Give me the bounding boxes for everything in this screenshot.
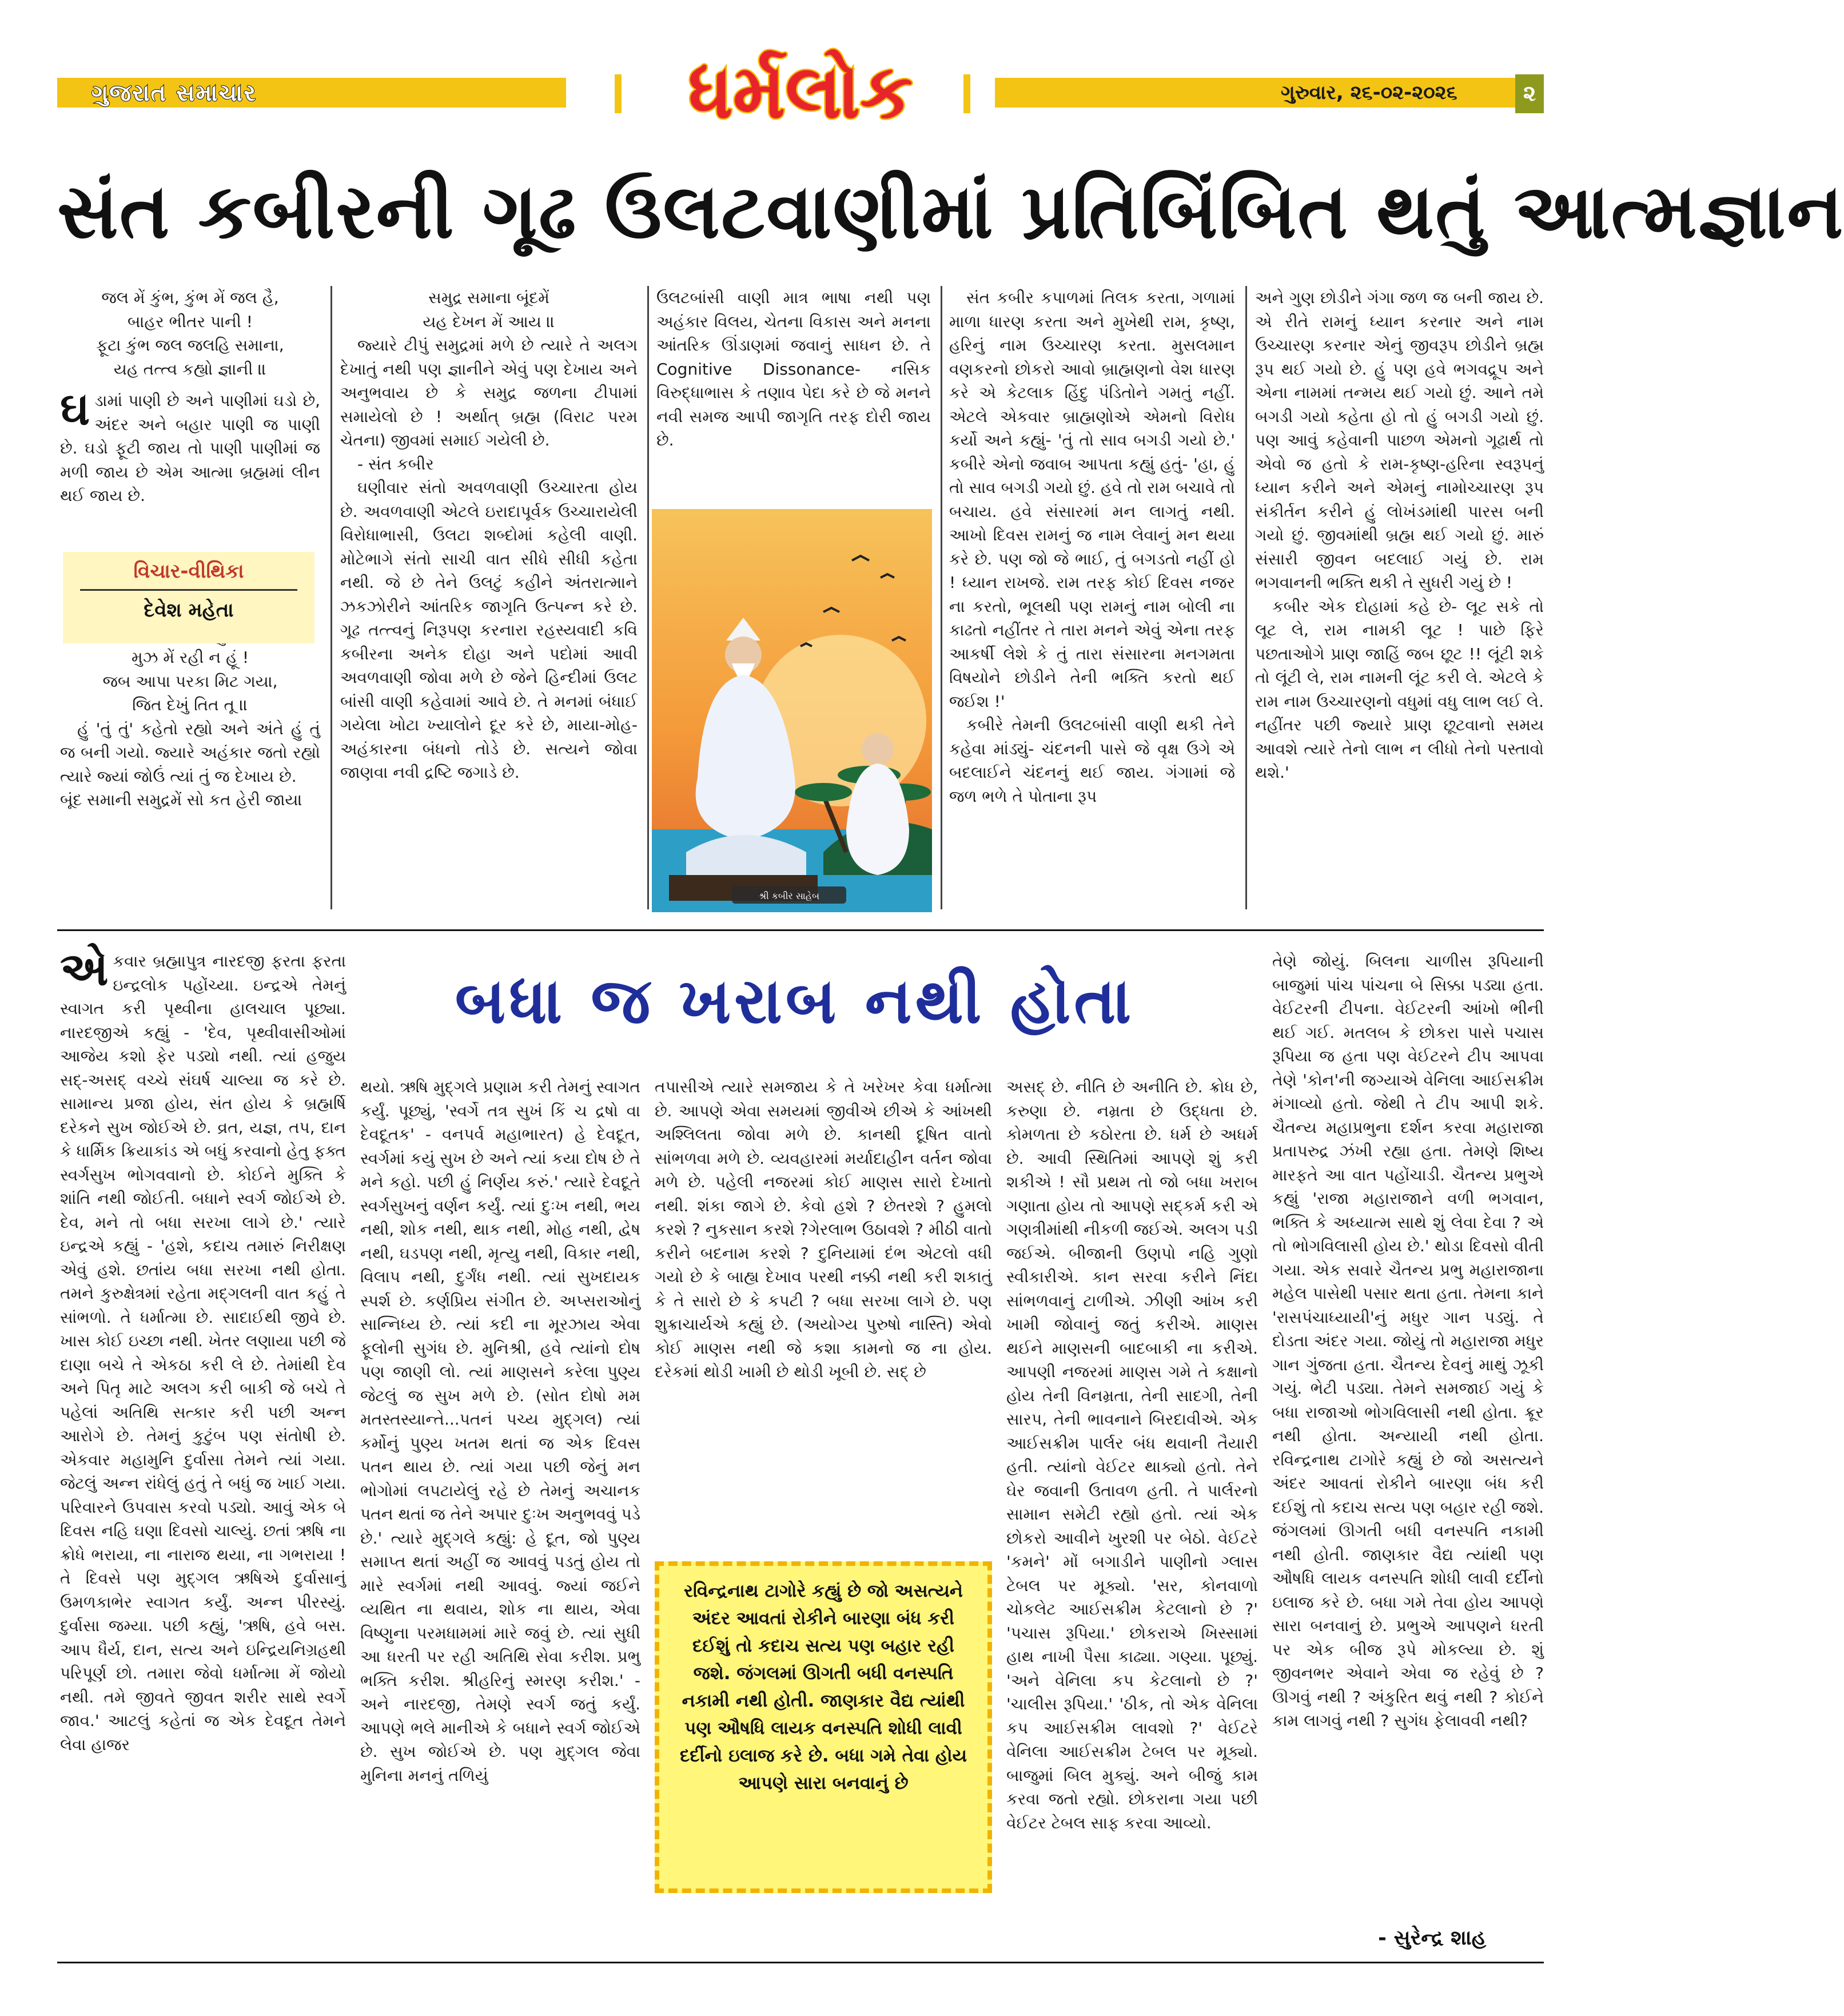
paragraph: તપાસીએ ત્યારે સમજાય કે તે ખરેખર કેવા ધર્માત્મા છે. આપણે એવા સમયમાં જીવીએ છીએ કે આંખથી અશ્લિલતા જોવા મળે છે. કાનથી દૂષિત વાતો સાંભળવા મળે છે. વ્યવહારમાં મર્યાદાહીન વર્તન જોવા મળે છે. પહેલી નજરમાં કોઈ માણસ સારો દેખાતો નથી. શંકા જાગે છે. કેવો હશે ? છેતરશે ? હુમલો કરશે ? નુકસાન કરશે ?ગેરલાભ ઉઠાવશે ? મીઠી વાતો કરીને બદનામ કરશે ? દુનિયામાં દંભ એટલો વધી ગયો છે કે બાહ્ય દેખાવ પરથી નક્કી નથી કરી શકાતું કે તે સારો છે કે કપટી ? બધા સરખા લાગે છે. પણ શુક્રાચાર્યએ કહ્યું છે. (અયોગ્ય પુરુષો નાસ્તિ) એવો કોઈ માણસ નથી જે કશા કામનો જ ના હોય. દરેકમાં થોડી ખામી છે થોડી ખૂબી છે. સદ્ છે: [655, 1077, 992, 1381]
column-rule: [941, 286, 942, 909]
verse-line: ફૂટા કુંભ જલ જલહિ સમાના,: [96, 336, 284, 355]
page-number: ૨: [1515, 74, 1544, 113]
column-rule: [1245, 286, 1247, 909]
issue-date: ગુરુવાર, ૨૬-૦૨-૨૦૨૬: [1281, 81, 1457, 104]
pull-quote-box: રવિન્દ્રનાથ ટાગોરે કહ્યું છે જો અસત્યને અંદર આવતાં રોકીને બારણા બંધ કરી દઈશું તો કદાચ સત્ય પણ બહાર રહી જશે. જંગલમાં ઊગતી બધી વનસ્પતિ નકામી નથી હોતી. જાણકાર વૈદ્ય ત્યાંથી પણ ઔષધિ લાયક વનસ્પતિ શોધી લાવી દર્દીનો ઇલાજ કરે છે. બધા ગમે તેવા હોય આપણે સારા બનવાનું છે: [655, 1561, 992, 1893]
kabir-illustration: [652, 509, 932, 912]
article1-column-5: [1255, 286, 1544, 915]
article1-column-3: [656, 286, 931, 498]
disciple-face: [862, 733, 894, 765]
verse-line: મુઝ મેં રહી ન હૂં !: [131, 648, 249, 667]
article1-column-2: [340, 286, 638, 915]
article2-byline: - સુરેન્દ્ર શાહ: [1378, 1926, 1487, 1950]
section-logo-text: ધર્મલોક: [688, 47, 913, 135]
paragraph: અને ગુણ છોડીને ગંગા જળ જ બની જાય છે. એ રીતે રામનું ધ્યાન કરનાર અને નામ ઉચ્ચારણ કરનાર એનું જીવરૂપ છોડીને બ્રહ્મ રૂપ થઈ ગયો છે. હું પણ હવે ભગવદ્રૂપ અને એના નામમાં તન્મય થઈ ગયો છું. આને તમે બગડી ગયો કહેતા હો તો હું બગડી ગયો છું. પણ આવું કહેવાની પાછળ એમનો ગૂઢાર્થ તો એવો જ હતો કે રામ-કૃષ્ણ-હરિના સ્વરૂપનું ધ્યાન કરીને અને એમનું નામોચ્ચારણ રૂપ સંકીર્તન કરીને હું લોખંડમાંથી પારસ બની ગયો છું. જીવમાંથી બ્રહ્મ થઈ ગયો છું. મારું સંસારી જીવન બદલાઈ ગયું છે. રામ ભગવાનની ભક્તિ થકી તે સુધરી ગયું છે !: [1255, 288, 1544, 592]
masthead-divider-left: [615, 74, 622, 113]
verse-line: જબ આપા પરકા મિટ ગયા,: [102, 671, 278, 691]
verse-line: યહ તત્ત્વ કહ્યો જ્ઞાની ॥: [113, 359, 267, 379]
article2-column-3: [655, 1075, 992, 1550]
paragraph: અસદ્ છે. નીતિ છે અનીતિ છે. ક્રોધ છે, કરુણા છે. નમ્રતા છે ઉદ્ધતા છે. કોમળતા છે કઠોરતા છે. ધર્મ છે અધર્મ છે. આવી સ્થિતિમાં આપણે શું કરી શકીએ ! સૌ પ્રથમ તો જો બધા ખરાબ ગણાતા હોય તો આપણે સદ્કર્મ કરી એ ગણત્રીમાંથી નીકળી જઈએ. અલગ પડી જઈએ. બીજાની ઉણપો નહિ ગુણો સ્વીકારીએ. કાન સરવા કરીને નિંદા સાંભળવાનું ટાળીએ. ઝીણી આંખ કરી ખામી જોવાનું જતું કરીએ. માણસ થઈને માણસની બાદબાકી ના કરીએ. આપણી નજરમાં માણસ ગમે તે કક્ષાનો હોય તેની વિનમ્રતા, તેની સાદગી, તેની સારપ, તેની ભાવનાને બિરદાવીએ. એક આઈસક્રીમ પાર્લર બંધ થવાની તૈયારી હતી. ત્યાંનો વેઈટર થાક્યો હતો. તેને ઘેર જવાની ઉતાવળ હતી. તે પાર્લરનો સામાન સમેટી રહ્યો હતો. ત્યાં એક છોકરો આવીને ખુરશી પર બેઠો. વેઈટરે 'કમને' મોં બગાડીને પાણીનો ગ્લાસ ટેબલ પર મૂક્યો. 'સર, કોનવાળો ચોકલેટ આઈસક્રીમ કેટલાનો છે ?' 'પચાસ રૂપિયા.' છોકરાએ ખિસ્સામાં હાથ નાખી પૈસા કાઢ્યા. ગણ્યા. પૂછ્યું. 'અને વેનિલા કપ કેટલાનો છે ?' 'ચાલીસ રૂપિયા.' 'ઠીક, તો એક વેનિલા કપ આઈસક્રીમ લાવશો ?' વેઈટરે વેનિલા આઈસક્રીમ ટેબલ પર મૂક્યો. બાજુમાં બિલ મુક્યું. અને બીજું કામ કરવા જતો રહ્યો. છોકરાના ગયા પછી વેઈટર ટેબલ સાફ કરવા આવ્યો.: [1006, 1077, 1258, 1832]
author-name: દેવેશ મહેતા: [144, 599, 234, 622]
paragraph: હું 'તું તું' કહેતો રહ્યો અને અંતે હું તું જ બની ગયો. જ્યારે અહંકાર જતો રહ્યો ત્યારે જ્યાં જોઉં ત્યાં તું જ દેખાય છે.: [60, 719, 320, 786]
paragraph: તેણે જોયું. બિલના ચાળીસ રૂપિયાની બાજુમાં પાંચ પાંચના બે સિક્કા પડ્યા હતા. વેઈટરની ટીપના. વેઈટરની આંખો ભીની થઈ ગઈ. મતલબ કે છોકરા પાસે પચાસ રૂપિયા જ હતા પણ વેઈટરને ટીપ આપવા તેણે 'કોન'ની જગ્યાએ વેનિલા આઈસક્રીમ મંગાવ્યો હતો. જેથી તે ટીપ આપી શકે. ચૈતન્ય મહાપ્રભુના દર્શન કરવા મહારાજા પ્રતાપરુદ્ર ઝંખી રહ્યા હતા. તેમણે શિષ્ય મારફતે આ વાત પહોંચાડી. ચૈતન્ય પ્રભુએ કહ્યું 'રાજા મહારાજાને વળી ભગવાન, ભક્તિ કે અધ્યાત્મ સાથે શું લેવા દેવા ? એ તો ભોગવિલાસી હોય છે.' થોડા દિવસો વીતી ગયા. એક સવારે ચૈતન્ય પ્રભુ મહારાજાના મહેલ પાસેથી પસાર થતા હતા. તેમના કાને 'રાસપંચાધ્યાયી'નું મધુર ગાન પડ્યું. તે દોડતા અંદર ગયા. જોયું તો મહારાજા મધુર ગાન ગુંજતા હતા. ચૈતન્ય દેવનું માથું ઝૂકી ગયું. ભેટી પડ્યા. તેમને સમજાઈ ગયું કે બધા રાજાઓ ભોગવિલાસી નથી હોતા. ક્રૂર નથી હોતા. અન્યાયી નથી હોતા. રવિન્દ્રનાથ ટાગોરે કહ્યું છે જો અસત્યને અંદર આવતાં રોકીને બારણા બંધ કરી દઈશું તો કદાચ સત્ય પણ બહાર રહી જશે. જંગલમાં ઊગતી બધી વનસ્પતિ નકામી નથી હોતી. જાણકાર વૈદ્ય ત્યાંથી પણ ઔષધિ લાયક વનસ્પતિ શોધી લાવી દર્દીનો ઇલાજ કરે છે. બધા ગમે તેવા હોય આપણે સારા બનવાનું છે. પ્રભુએ આપણને ધરતી પર એક બીજ રૂપે મોકલ્યા છે. શું જીવનભર એવાને એવા જ રહેવું છે ? ઊગવું નથી ? અંકુરિત થવું નથી ? કોઈને કામ લાગવું નથી ? સુગંધ ફેલાવવી નથી?: [1272, 952, 1544, 1730]
paragraph: કબીર એક દોહામાં કહે છે- લૂટ સકે તો લૂટ લે, રામ નામકી લૂટ ! પાછે ફિરે પછતાઓગે પ્રાણ જાહિં જબ છૂટ !! લૂંટી શકે તો લૂંટી લે, રામ નામની લૂંટ કરી લે. એટલે કે રામ નામ ઉચ્ચારણનો વધુમાં વધુ લાભ લઈ લે. નહીંતર પછી જ્યારે પ્રાણ છૂટવાનો સમય આવશે ત્યારે તેનો લાભ ન લીધો તેનો પસ્તાવો થશે.': [1255, 597, 1544, 782]
paragraph: સંત કબીર કપાળમાં તિલક કરતા, ગળામાં માળા ધારણ કરતા અને મુખેથી રામ, કૃષ્ણ, હરિનું નામ ઉચ્ચારણ કરતા. મુસલમાન વણકરનો છોકરો આવો બ્રાહ્મણનો વેશ ધારણ કરે એ કેટલાક હિંદુ પંડિતોને ગમતું નહીં. એટલે એકવાર બ્રાહ્મણોએ એમનો વિરોધ કર્યો અને કહ્યું- 'તું તો સાવ બગડી ગયો છે.' કબીરે એનો જવાબ આપતા કહ્યું હતું- 'હા, હું તો સાવ બગડી ગયો છું. હવે તો રામ બચાવે તો બચાય. હવે સંસારમાં મન લાગતું નથી. આખો દિવસ રામનું જ નામ લેવાનું મન થયા કરે છે. પણ જો જે ભાઈ, તું બગડતો નહીં હો ! ધ્યાન રાખજે. રામ તરફ કોઈ દિવસ નજર ના કરતો, ભૂલથી પણ રામનું નામ બોલી ના કાઢતો નહીંતર તે તારા મનને એવું એના તરફ આકર્ષી લેશે કે તું તારા સંસારના મનગમતા વિષયોને છોડીને તેની ભક્તિ કરતો થઈ જઈશ !': [949, 288, 1235, 711]
paragraph: એકવાર બ્રહ્માપુત્ર નારદજી ફરતા ફરતા ઇન્દ્રલોક પહોંચ્યા. ઇન્દ્રએ તેમનું સ્વાગત કરી પૃથ્વીના હાલચાલ પૂછ્યા. નારદજીએ કહ્યું - 'દેવ, પૃથ્વીવાસીઓમાં આજેય કશો ફેર પડ્યો નથી. ત્યાં હજુય સદ્-અસદ્ વચ્ચે સંઘર્ષ ચાલ્યા જ કરે છે. સામાન્ય પ્રજા હોય, સંત હોય કે બ્રહ્મર્ષિ દરેકને સુખ જોઈએ છે. વ્રત, યજ્ઞ, તપ, દાન કે ધાર્મિક ક્રિયાકાંડ એ બધું કરવાનો હેતુ ફક્ત સ્વર્ગસુખ ભોગવવાનો છે. કોઈને મુક્તિ કે શાંતિ નથી જોઈતી. બધાને સ્વર્ગ જોઈએ છે. દેવ, મને તો બધા સરખા લાગે છે.' ત્યારે ઇન્દ્રએ કહ્યું - 'હશે, કદાચ તમારું નિરીક્ષણ એવું હશે. છતાંય બધા સરખા નથી હોતા. તમને કુરુક્ષેત્રમાં રહેતા મદ્ગલની વાત કહું તે સાંભળો. તે ધર્માત્મા છે. સાદાઈથી જીવે છે. ખાસ કોઈ ઇચ્છા નથી. ખેતર લણાયા પછી જે દાણા બચે તે એકઠા કરી લે છે. તેમાંથી દેવ અને પિતૃ માટે અલગ કરી બાકી જે બચે તે પહેલાં અતિથિ સત્કાર કરી પછી અન્ન આરોગે છે. તેમનું કુટુંબ પણ સંતોષી છે. એકવાર મહામુનિ દુર્વાસા તેમને ત્યાં ગયા. જેટલું અન્ન રાંધેલું હતું તે બધું જ ખાઈ ગયા. પરિવારને ઉપવાસ કરવો પડ્યો. આવું એક બે દિવસ નહિ ઘણા દિવસો ચાલ્યું. છતાં ઋષિ ના ક્રોધે ભરાયા, ના નારાજ થયા, ના ગભરાયા ! તે દિવસે પણ મુદ્ગલ ઋષિએ દુર્વાસાનું ઉમળકાભેર સ્વાગત કર્યું. અન્ન પીરસ્યું. દુર્વાસા જમ્યા. પછી કહ્યું, 'ઋષિ, હવે બસ. આપ ધૈર્ય, દાન, સત્ય અને ઇન્દ્રિયનિગ્રહથી પરિપૂર્ણ છો. તમારા જેવો ધર્માત્મા મેં જોયો નથી. તમે જીવતે જીવત શરીર સાથે સ્વર્ગે જાવ.' આટલું કહેતાં જ એક દેવદૂત તેમને લેવા હાજર: [60, 943, 346, 1754]
article2-column-2: [360, 1075, 640, 1956]
paragraph: કબીરે તેમની ઉલટબાંસી વાણી થકી તેને કહેવા માંડ્યું- ચંદનની પાસે જે વૃક્ષ ઉગે એ બદલાઈને ચંદનનું થઈ જાય. ગંગામાં જે જળ ભળે તે પોતાના રૂપ: [949, 715, 1235, 806]
article1-column-4: [949, 286, 1235, 915]
verse-line: જિત દેખું તિત તૂ ॥: [132, 695, 248, 714]
article2-title: બધા જ ખરાબ નથી હોતા: [455, 964, 1135, 1037]
bottom-rule: [57, 1962, 1544, 1963]
section-divider: [57, 929, 1544, 931]
paragraph: ઘણીવાર સંતો અવળવાણી ઉચ્ચારતા હોય છે. અવળવાણી એટલે ઇરાદાપૂર્વક ઉચ્ચારાયેલી વિરોધાભાસી, ઉલટા શબ્દોમાં કહેલી વાણી. મોટેભાગે સંતો સાચી વાત સીધે સીધી કહેતા નથી. જે છે તેને ઉલટું કહીને અંતરાત્માને ઝકઝોરીને આંતરિક જાગૃતિ ઉત્પન્ન કરે છે. ગૂઢ તત્ત્વનું નિરૂપણ કરનારા રહસ્યવાદી કવિ કબીરના અનેક દોહા અને પદોમાં આવી અવળવાણી જોવા મળે છે જેને હિન્દીમાં ઉલટ બાંસી વાણી કહેવામાં આવે છે. તે મનમાં બંધાઈ ગયેલા ખોટા ખ્યાલોને દૂર કરે છે, માયા-મોહ-અહંકારના બંધનો તોડે છે. સત્યને જોવા જાણવા નવી દ્રષ્ટિ જગાડે છે.: [340, 478, 638, 782]
article2-column-1: [60, 943, 346, 1956]
paragraph: ઘડામાં પાણી છે અને પાણીમાં ઘડો છે, અંદર અને બહાર પાણી જ પાણી છે. ઘડો ફૂટી જાય તો પાણી પાણીમાં જ મળી જાય છે એમ આત્મા બ્રહ્મમાં લીન થઈ જાય છે.: [60, 382, 320, 505]
article2-column-5: [1272, 949, 1544, 1922]
verse-line: યહ દેખન મેં આય ॥: [423, 312, 555, 331]
paper-name: ગુજરાત સમાચાર: [91, 80, 257, 106]
column-label: વિચાર-વીથિકા: [133, 560, 244, 583]
paragraph: થયો. ઋષિ મુદ્ગલે પ્રણામ કરી તેમનું સ્વાગત કર્યું. પૂછ્યું, 'સ્વર્ગે તત્ર સુખં કિં ચ દ્રષો વા દેવદૂતક' - વનપર્વ મહાભારત) હે દેવદૂત, સ્વર્ગમાં કયું સુખ છે અને ત્યાં કયા દોષ છે તે મને કહો. પછી હું નિર્ણય કરું.' ત્યારે દેવદૂતે સ્વર્ગસુખનું વર્ણન કર્યું. ત્યાં દુઃખ નથી, ભય નથી, શોક નથી, થાક નથી, મોહ નથી, દ્વેષ નથી, ઘડપણ નથી, મૃત્યુ નથી, વિકાર નથી, વિલાપ નથી, દુર્ગંધ નથી. ત્યાં સુખદાયક સ્પર્શ છે. કર્ણપ્રિય સંગીત છે. અપ્સરાઓનું સાન્નિધ્ય છે. ત્યાં કદી ના મૂરઝાય એવા ફૂલોની સુગંધ છે. મુનિશ્રી, હવે ત્યાંનો દોષ પણ જાણી લો. ત્યાં માણસને કરેલા પુણ્ય જેટલું જ સુખ મળે છે. (સોત દોષો મમ મતસ્તસ્યાન્તે...પતનં પચ્ય મુદ્ગલ) ત્યાં કર્મોનું પુણ્ય ખતમ થતાં જ એક દિવસ પતન થાય છે. ત્યાં ગયા પછી જેનું મન ભોગોમાં લપટાયેલું રહે છે તેમનું અચાનક પતન થતાં જ તેને અપાર દુઃખ અનુભવવું પડે છે.' ત્યારે મુદ્ગલે કહ્યું: હે દૂત, જો પુણ્ય સમાપ્ત થતાં અહીં જ આવવું પડતું હોય તો મારે સ્વર્ગમાં નથી આવવું. જ્યાં જઈને વ્યથિત ના થવાય, શોક ના થાય, એવા વિષ્ણુના પરમધામમાં મારે જવું છે. ત્યાં સુધી આ ધરતી પર રહી અતિથિ સેવા કરીશ. પ્રભુ ભક્તિ કરીશ. શ્રીહરિનું સ્મરણ કરીશ.' - અને નારદજી, તેમણે સ્વર્ગ જતું કર્યું. આપણે ભલે માનીએ કે બધાને સ્વર્ગ જોઈએ છે. સુખ જોઈએ છે. પણ મુદ્ગલ જેવા મુનિના મનનું તળિયું: [360, 1077, 640, 1785]
masthead-divider-right: [963, 74, 970, 113]
article2-column-4: [1006, 1075, 1258, 1956]
dropcap: ઘ: [60, 382, 90, 435]
palm-leaves: [795, 783, 852, 801]
article1-headline: સંત કબીરની ગૂઢ ઉલટવાણીમાં પ્રતિબિંબિત થતું આત્મજ્ઞાન: [57, 168, 1844, 256]
paragraph: બૂંદ સમાની સમુદ્રમેં સો કત હેરી જાય।: [60, 790, 302, 809]
paragraph: જ્યારે ટીપું સમુદ્રમાં મળે છે ત્યારે તે અલગ દેખાતું નથી પણ જ્ઞાનીને એવું પણ દેખાય અને અનુભવાય છે કે સમુદ્ર જળના ટીપામાં સમાયેલો છે ! અર્થાત્ બ્રહ્મ (વિરાટ પરમ ચેતના) જીવમાં સમાઈ ગયેલી છે.: [340, 336, 638, 450]
section-logo: [669, 46, 932, 143]
dropcap: એ: [60, 943, 109, 996]
image-caption: શ્રી કબીર સાહેબ: [759, 890, 819, 901]
column-rule: [647, 286, 649, 909]
quote-signature: - સંત કબીર: [357, 454, 434, 474]
verse-line: જલ મેં કુંભ, કુંભ મેં જલ હૈ,: [101, 288, 279, 307]
column-label-box: [63, 552, 314, 643]
paragraph: ઉલટબાંસી વાણી માત્ર ભાષા નથી પણ અહંકાર વિલય, ચેતના વિકાસ અને મનના આંતરિક ઊંડાણમાં જવાનું સાધન છે. તે Cognitive Dissonance- નસિક વિરુદ્ધાભાસ કે તણાવ પેદા કરે છે જે મનને નવી સમજ આપી જાગૃતિ તરફ દોરી જાય છે.: [656, 288, 931, 450]
column-rule: [330, 286, 332, 909]
verse-line: સમુદ્ર સમાના બૂંદમેં: [428, 288, 549, 307]
verse-line: બાહર ભીતર પાની !: [127, 312, 253, 331]
column-label-rule: [80, 589, 297, 591]
